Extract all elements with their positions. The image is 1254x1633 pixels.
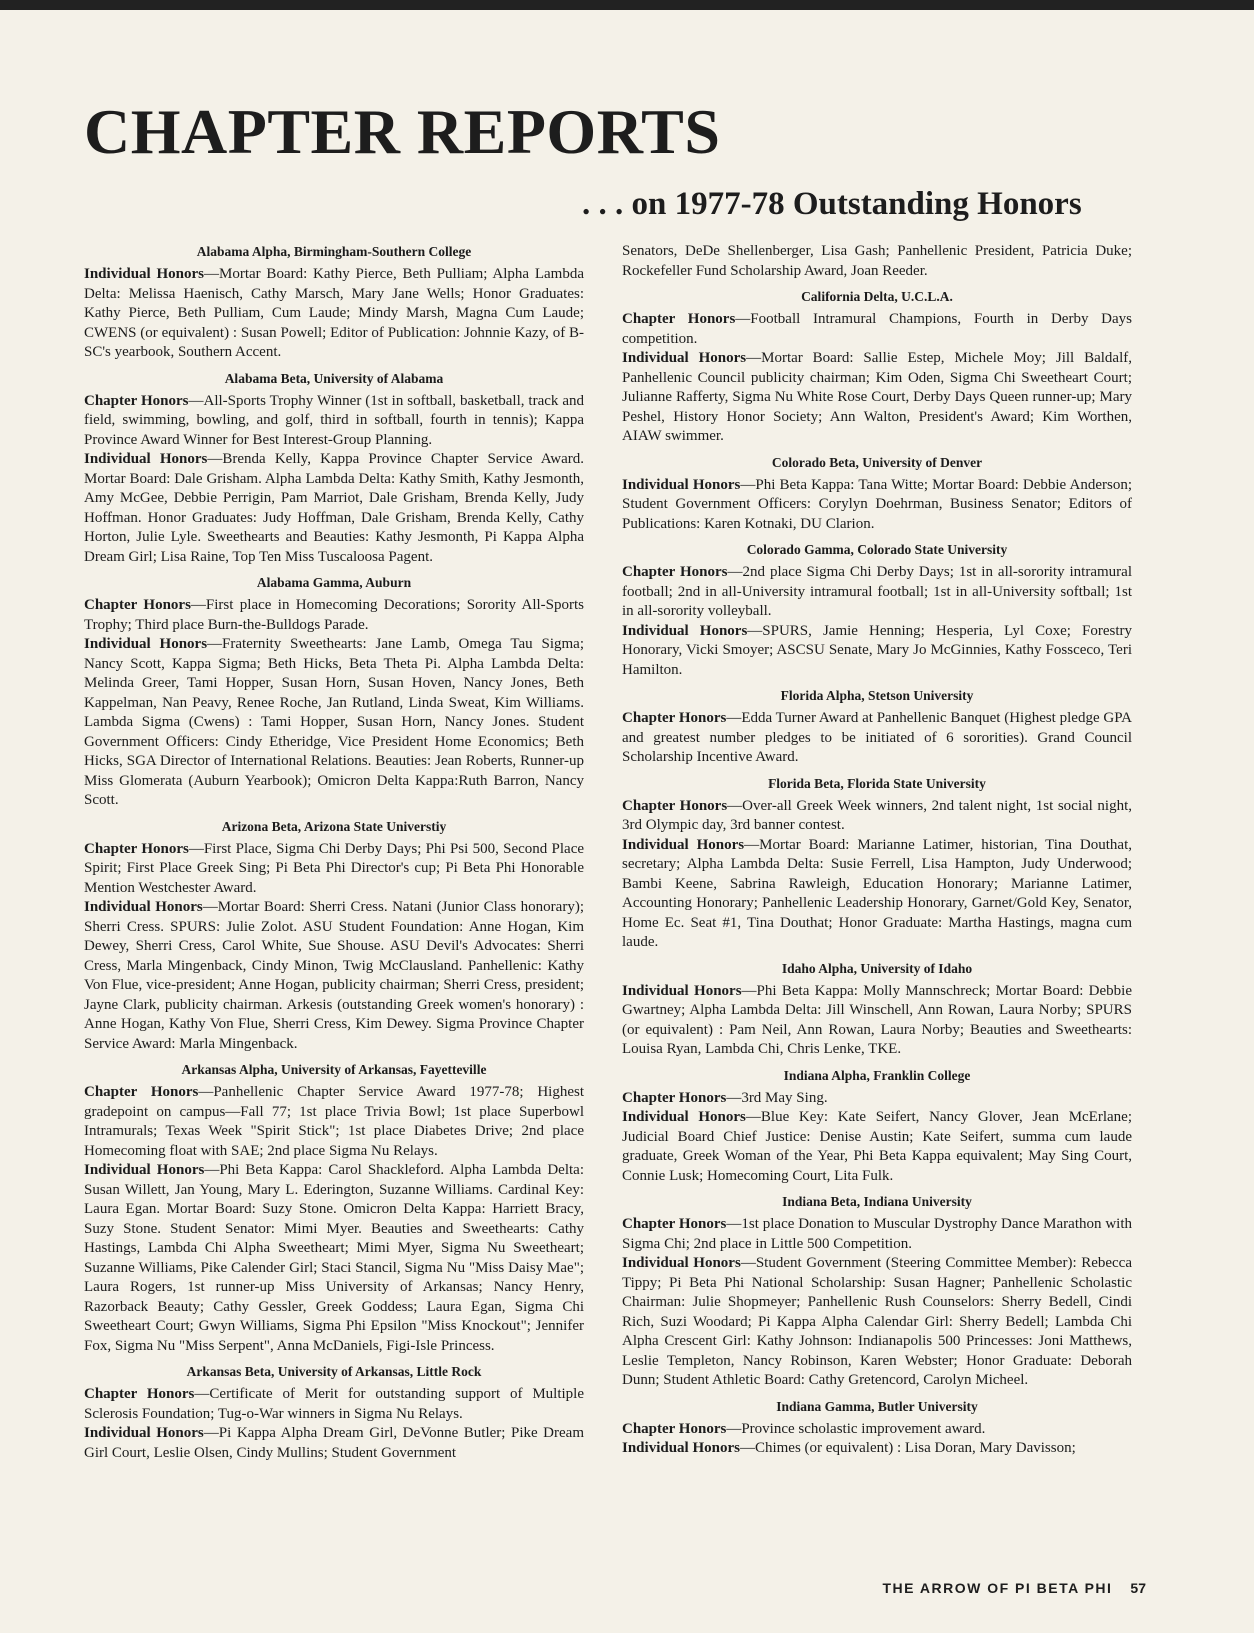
honors-text: —Province scholastic improvement award.	[726, 1420, 986, 1437]
page-title: CHAPTER REPORTS	[84, 96, 721, 167]
publication-name: THE ARROW OF PI BETA PHI	[882, 1580, 1113, 1596]
honors-label: Chapter Honors	[84, 392, 189, 409]
honors-label: Individual Honors	[84, 1162, 205, 1178]
honors-label: Chapter Honors	[84, 840, 189, 857]
honors-paragraph	[84, 1385, 584, 1424]
honors-label: Chapter Honors	[622, 1216, 727, 1232]
honors-paragraph	[622, 349, 1132, 447]
honors-paragraph	[84, 635, 584, 811]
chapter-section	[622, 287, 1132, 447]
chapter-heading: Indiana Alpha, Franklin College	[783, 1067, 971, 1083]
honors-text: —All-Sports Trophy Winner (1st in softball, basketball, track and field, swimming, bowling, and golf, third in softball, fourth in tennis); Kappa Province Award Winner for Best Interest-Group Planning.	[84, 392, 584, 448]
chapter-section	[84, 1362, 584, 1463]
chapter-heading: Alabama Alpha, Birmingham-Southern College	[196, 244, 472, 259]
honors-text: —Football Intramural Champions, Fourth in Derby Days competition.	[622, 311, 1132, 347]
honors-text: —Panhellenic Chapter Service Award 1977-78; Highest gradepoint on campus—Fall 77; 1st place Trivia Bowl; 1st place Superbowl Intramurals; Texas Week "Spirit Stick"; 1st place Diabetes Drive; 2nd place Homecoming float with SAE; 2nd place Sigma Nu Relays.	[84, 1084, 585, 1159]
honors-paragraph	[622, 1215, 1132, 1254]
honors-paragraph	[84, 596, 584, 635]
honors-text: —Phi Beta Kappa: Carol Shackleford. Alpha Lambda Delta: Susan Willett, Jan Young, Mary L. Ederington, Suzanne Williams. Cardinal Key: Laura Egan. Mortar Board: Suzy Stone. Omicron Delta Kappa: Harriett Bracy, Suzy Stone. Student Senator: Mimi Myer. Beauties and Sweethearts: Cathy Hastings, Lambda Chi Alpha Sweetheart; Mimi Myer, Sigma Nu Sweetheart; Suzanne Williams, Pike Calender Girl; Staci Stancil, Sigma Nu "Miss Daisy Mae"; Laura Rogers, 1st runner-up Miss University of Arkansas; Nancy Henry, Razorback Beauty; Cathy Gessler, Greek Goddess; Laura Egan, Sigma Chi Sweetheart Court; Gwyn Williams, Sigma Phi Epsilon "Miss Knockout"; Jennifer Fox, Sigma Nu "Miss Serpent", Anna McDaniels, Figi-Isle Princess.	[84, 1162, 584, 1354]
chapter-section	[84, 1060, 584, 1356]
honors-text: —SPURS, Jamie Henning; Hesperia, Lyl Coxe; Forestry Honorary, Vicki Smoyer; ASCSU Senate, Mary Jo McGinnies, Kathy Fossceco, Teri Hamilton.	[622, 622, 1132, 678]
chapter-section	[622, 242, 1132, 281]
honors-label: Individual Honors	[622, 1109, 746, 1125]
honors-label: Individual Honors	[622, 982, 742, 999]
honors-text: —Certificate of Merit for outstanding support of Multiple Sclerosis Foundation; Tug-o-War winners in Sigma Nu Relays.	[84, 1386, 585, 1422]
honors-label: Chapter Honors	[84, 597, 191, 613]
honors-text: —Mortar Board: Kathy Pierce, Beth Pulliam; Alpha Lambda Delta: Melissa Haenisch, Cathy Marsch, Mary Jane Wells; Honor Graduates: Kathy Pierce, Beth Pulliam, Cum Laude; Mindy Marsh, Magna Cum Laude; CWENS (or equivalent) : Susan Powell; Editor of Publication: Johnnie Kazy, of B-SC's yearbook, Southern Accent.	[84, 266, 584, 360]
honors-text: —Pi Kappa Alpha Dream Girl, DeVonne Butler; Pike Dream Girl Court, Leslie Olsen, Cindy Mullins; Student Government	[84, 1425, 584, 1461]
honors-paragraph	[84, 840, 584, 899]
honors-paragraph	[622, 242, 1132, 281]
honors-label: Individual Honors	[622, 1440, 740, 1456]
honors-paragraph	[84, 1083, 584, 1161]
chapter-heading: Indiana Beta, Indiana University	[782, 1194, 972, 1209]
chapter-heading: Idaho Alpha, University of Idaho	[781, 960, 973, 976]
honors-paragraph	[622, 1108, 1132, 1186]
honors-paragraph	[622, 982, 1132, 1060]
honors-text: —Fraternity Sweethearts: Jane Lamb, Omega Tau Sigma; Nancy Scott, Kappa Sigma; Beth Hicks, Beta Theta Pi. Alpha Lambda Delta: Melinda Greer, Tami Hopper, Susan Horn, Susan Hoven, Nancy Jones, Beth Kappelman, Nan Peavy, Renee Roche, Jan Rutland, Linda Sweat, Kim Williams. Lambda Sigma (Cwens) : Tami Hopper, Susan Horn, Nancy Jones. Student Government Officers: Cindy Etheridge, Vice President Home Economics; Beth Hicks, SGA Director of International Relations. Beauties: Jean Roberts, Runner-up Miss Glomerata (Auburn Yearbook); Omicron Delta Kappa:Ruth Barron, Nancy Scott.	[84, 636, 584, 808]
chapter-section	[84, 369, 584, 568]
honors-paragraph	[622, 622, 1132, 681]
chapter-heading: Arkansas Alpha, University of Arkansas, Fayetteville	[181, 1062, 487, 1077]
honors-text: —First Place, Sigma Chi Derby Days; Phi Psi 500, Second Place Spirit; First Place Greek Sing; Pi Beta Phi Director's cup; Pi Beta Phi Honorable Mention Westchester Award.	[84, 840, 585, 896]
honors-paragraph	[84, 1424, 584, 1463]
chapter-section	[622, 453, 1132, 535]
honors-text: —3rd May Sing.	[726, 1089, 828, 1106]
honors-text: —First place in Homecoming Decorations; Sorority All-Sports Trophy; Third place Burn-the-Bulldogs Parade.	[84, 597, 584, 633]
honors-text: —Mortar Board: Sherri Cress. Natani (Junior Class honorary); Sherri Cress. SPURS: Julie Zolot. ASU Student Foundation: Anne Hogan, Kim Dewey, Sherri Cress, Carol White, Sue Shouse. ASU Devil's Advocates: Sherri Cress, Marla Mingenback, Cindy Minon, Twig McClausland. Panhellenic: Kathy Von Flue, vice-president; Anne Hogan, publicity chairman; Sherri Cress, president; Jayne Clark, publicity chairman. Arkesis (outstanding Greek women's honorary) : Anne Hogan, Kathy Von Flue, Sherri Cress, Kim Dewey. Sigma Province Chapter Service Award: Marla Mingenback.	[84, 899, 584, 1052]
page-number: 57	[1130, 1580, 1146, 1596]
honors-label: Individual Honors	[622, 622, 748, 639]
chapter-heading: California Delta, U.C.L.A.	[801, 289, 953, 304]
chapter-heading: Arizona Beta, Arizona State Universtiy	[221, 818, 447, 834]
honors-label: Chapter Honors	[622, 311, 736, 327]
honors-paragraph	[622, 1439, 1132, 1459]
honors-text: —Brenda Kelly, Kappa Province Chapter Service Award. Mortar Board: Dale Grisham. Alpha Lambda Delta: Kathy Smith, Kathy Jesmonth, Amy McGee, Debbie Perrigin, Pam Marriot, Dale Grisham, Brenda Kelly, Judy Hoffman. Honor Graduates: Judy Hoffman, Dale Grisham, Brenda Kelly, Cathy Horton, Julie Lyle. Sweethearts and Beauties: Kathy Jesmonth, Pi Kappa Alpha Dream Girl; Lisa Raine, Top Ten Miss Tuscaloosa Pagent.	[84, 451, 584, 565]
chapter-section	[622, 959, 1132, 1060]
honors-label: Individual Honors	[84, 636, 208, 652]
honors-paragraph	[84, 898, 584, 1054]
honors-label: Chapter Honors	[84, 1084, 199, 1100]
chapter-heading: Indiana Gamma, Butler University	[776, 1398, 978, 1414]
honors-label: Individual Honors	[84, 899, 203, 915]
honors-text: —Blue Key: Kate Seifert, Nancy Glover, Jean McErlane; Judicial Board Chief Justice: Denise Austin; Kate Seifert, summa cum laude graduate, Greek Woman of the Year, Phi Beta Kappa equivalent; May Sing Court, Connie Lusk; Homecoming Court, Lita Fulk.	[622, 1109, 1132, 1184]
honors-paragraph	[622, 1089, 1132, 1109]
honors-label: Chapter Honors	[622, 564, 728, 580]
honors-text: —Chimes (or equivalent) : Lisa Doran, Mary Davisson;	[739, 1440, 1076, 1456]
chapter-heading: Florida Alpha, Stetson University	[780, 688, 974, 703]
honors-text: —Mortar Board: Sallie Estep, Michele Moy; Jill Baldalf, Panhellenic Council publicity chairman; Kim Oden, Sigma Chi Sweetheart Court; Julianne Rafferty, Sigma Nu White Rose Court, Derby Days Queen runner-up; Mary Peshel, History Honor Society; Ann Walton, President's Award; Kim Worthen, AIAW swimmer.	[622, 350, 1133, 444]
honors-label: Chapter Honors	[622, 1420, 727, 1437]
chapter-heading: Arkansas Beta, University of Arkansas, Little Rock	[186, 1364, 482, 1379]
honors-paragraph	[84, 450, 584, 567]
chapter-section	[84, 573, 584, 811]
honors-label: Individual Honors	[84, 266, 204, 282]
chapter-section	[622, 774, 1132, 953]
honors-paragraph	[84, 1161, 584, 1356]
honors-text: —Over-all Greek Week winners, 2nd talent night, 1st social night, 3rd Olympic day, 3rd banner contest.	[622, 797, 1132, 833]
chapter-section	[84, 242, 584, 363]
honors-label: Individual Honors	[622, 476, 741, 493]
honors-text: —Edda Turner Award at Panhellenic Banquet (Highest pledge GPA and greatest number pledges to be initiated of 6 sororities). Grand Council Scholarship Incentive Award.	[622, 710, 1133, 765]
chapter-section	[622, 686, 1132, 768]
honors-text: —Student Government (Steering Committee Member): Rebecca Tippy; Pi Beta Phi National Scholarship: Susan Hagner; Panhellenic Scholastic Chairman: Julie Shopmeyer; Panhellenic Rush Counselors: Sherry Bedell, Cindi Rich, Suzi Woodard; Pi Kappa Alpha Calendar Girl: Sherry Bedell; Lambda Chi Alpha Crescent Girl: Kathy Johnson: Indianapolis 500 Princesses: Joni Matthews, Leslie Templeton, Nancy Robinson, Karen Webster; Honor Graduate: Deborah Dunn; Student Athletic Board: Cathy Gretencord, Carolyn Micheel.	[622, 1255, 1132, 1388]
honors-text: —2nd place Sigma Chi Derby Days; 1st in all-sorority intramural football; 2nd in all-University intramural football; 1st in all-University softball; 1st in all-sorority volleyball.	[622, 564, 1132, 619]
honors-paragraph	[622, 476, 1132, 535]
chapter-section	[622, 1066, 1132, 1187]
honors-label: Chapter Honors	[622, 1089, 727, 1106]
chapter-section	[622, 1192, 1132, 1391]
honors-text: —Mortar Board: Marianne Latimer, historian, Tina Douthat, secretary; Alpha Lambda Delta: Susie Ferrell, Lisa Hampton, Judy Underwood; Bambi Keene, Sabrina Rawleigh, Education Honorary; Marianne Latimer, Accounting Honorary; Panhellenic Leadership Honorary, Garnet/Gold Key, Senator, Home Ec. Seat #1, Tina Douthat; Honor Graduate: Martha Hastings, magna cum laude.	[622, 836, 1132, 950]
honors-text: —Phi Beta Kappa: Tana Witte; Mortar Board: Debbie Anderson; Student Government Officers: Corylyn Doehrman, Business Senator; Editors of Publications: Karen Kotnaki, DU Clarion.	[622, 476, 1132, 532]
honors-label: Individual Honors	[622, 1255, 741, 1271]
honors-paragraph	[622, 836, 1132, 953]
honors-label: Individual Honors	[84, 451, 208, 467]
honors-paragraph	[84, 392, 584, 451]
chapter-section	[622, 1397, 1132, 1459]
honors-label: Individual Honors	[622, 350, 747, 366]
chapter-section	[622, 540, 1132, 680]
top-edge	[0, 0, 1254, 10]
honors-label: Chapter Honors	[622, 710, 727, 726]
chapter-heading: Alabama Beta, University of Alabama	[224, 370, 444, 386]
chapter-heading: Alabama Gamma, Auburn	[256, 575, 412, 590]
honors-label: Chapter Honors	[84, 1386, 195, 1402]
page-subtitle: . . . on 1977-78 Outstanding Honors	[582, 186, 1082, 222]
chapter-heading: Colorado Beta, University of Denver	[771, 454, 983, 470]
honors-paragraph	[622, 563, 1132, 622]
honors-paragraph	[622, 1420, 1132, 1440]
honors-text: —Phi Beta Kappa: Molly Mannschreck; Mortar Board: Debbie Gwartney; Alpha Lambda Delta: Jill Winschell, Ann Rowan, Laura Norby; SPURS (or equivalent) : Pam Neil, Ann Rowan, Laura Norby; Beauties and Sweethearts: Louisa Ryan, Lambda Chi, Chris Lenke, TKE.	[622, 982, 1132, 1057]
honors-paragraph	[622, 797, 1132, 836]
honors-label: Chapter Honors	[622, 797, 728, 814]
chapter-section	[84, 817, 584, 1055]
honors-paragraph	[622, 709, 1132, 768]
honors-text: Senators, DeDe Shellenberger, Lisa Gash; Panhellenic President, Patricia Duke; Rockefeller Fund Scholarship Award, Joan Reeder.	[622, 243, 1132, 279]
chapter-heading: Florida Beta, Florida State University	[768, 775, 986, 791]
honors-label: Individual Honors	[622, 836, 745, 853]
honors-label: Individual Honors	[84, 1425, 204, 1441]
honors-text: —1st place Donation to Muscular Dystrophy Dance Marathon with Sigma Chi; 2nd place in Little 500 Competition.	[622, 1216, 1132, 1252]
honors-paragraph	[622, 1254, 1132, 1391]
left-column	[84, 242, 584, 1469]
page-footer	[883, 1580, 1147, 1596]
chapter-heading: Colorado Gamma, Colorado State University	[746, 542, 1008, 557]
right-column	[622, 242, 1132, 1465]
honors-paragraph	[622, 310, 1132, 349]
honors-paragraph	[84, 265, 584, 363]
